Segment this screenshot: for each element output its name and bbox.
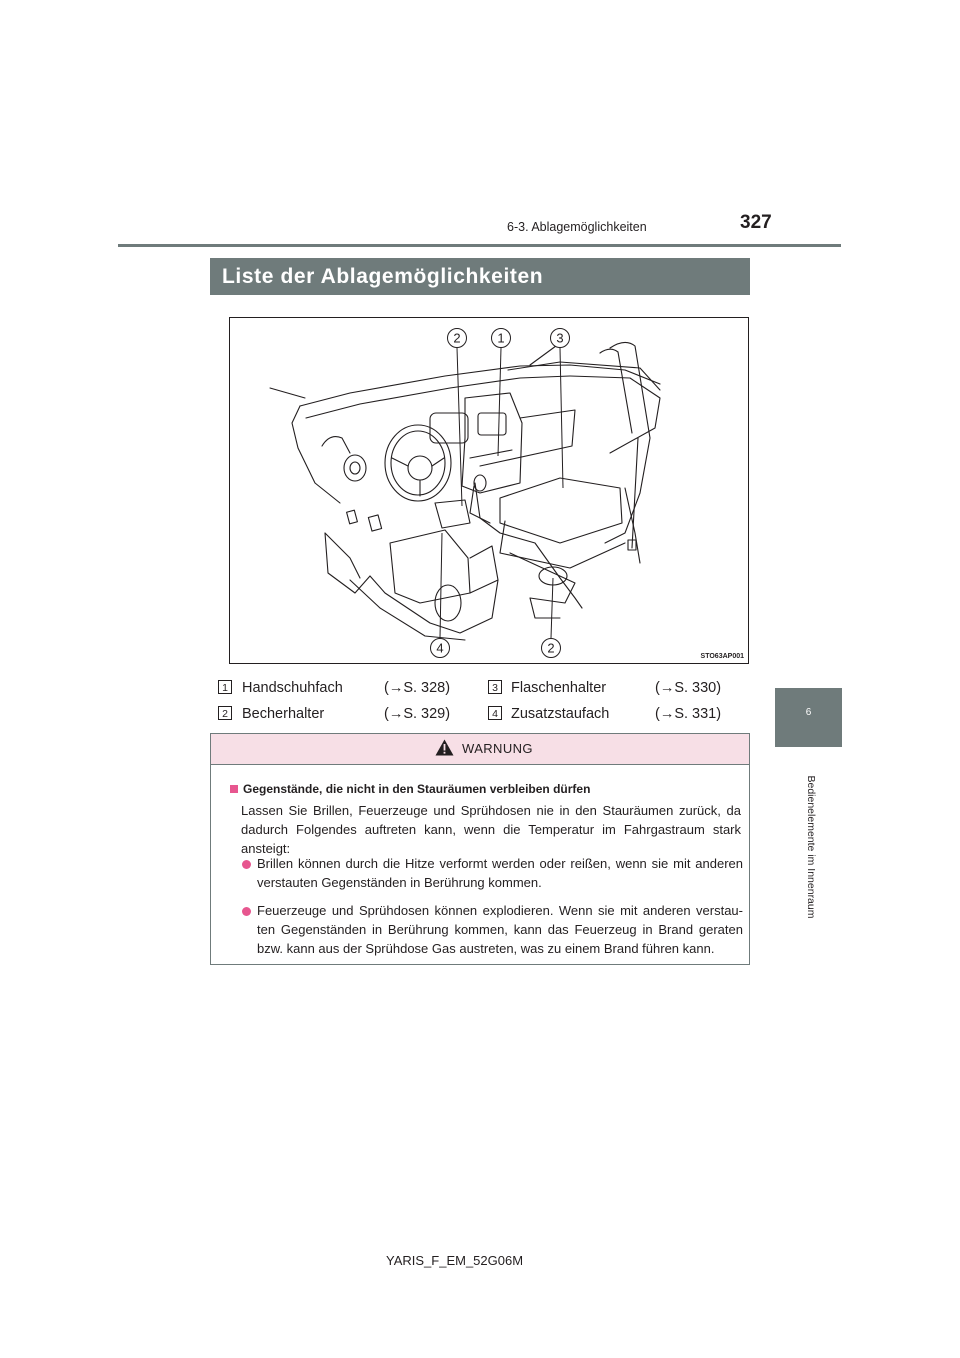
warning-triangle-icon [435, 739, 454, 756]
legend-ref[interactable]: (→S. 330) [655, 680, 722, 696]
interior-illustration [229, 317, 749, 664]
callout-label: 1 [497, 330, 505, 346]
callout-label: 3 [556, 330, 564, 346]
chapter-tab[interactable]: 6 [775, 688, 842, 747]
legend-number: 2 [218, 706, 232, 720]
document-code: YARIS_F_EM_52G06M [386, 1253, 524, 1268]
callout-2-top [448, 329, 467, 348]
legend-number: 4 [488, 706, 502, 720]
warning-box [210, 733, 750, 965]
bullet-dot-icon [242, 907, 251, 916]
square-bullet-icon [230, 785, 238, 793]
page-title: Liste der Ablagemöglichkeiten [210, 258, 750, 295]
chapter-label: Bedienelemente im Innenraum [805, 775, 817, 919]
callout-2-bottom [542, 639, 561, 658]
warning-intro: Lassen Sie Brillen, Feuerzeuge und Sprühdosen nie in den Stauräumen zurück, da dadurch Folgendes auftreten kann, wenn die Temperatur im Fahrgastraum stark ansteigt: [241, 803, 741, 856]
legend-ref[interactable]: (→S. 329) [384, 706, 451, 722]
legend-name: Flaschenhalter [511, 680, 607, 696]
legend-ref[interactable]: (→S. 331) [655, 706, 722, 722]
callout-3 [551, 329, 570, 348]
legend-number: 3 [488, 680, 502, 694]
page-number: 327 [740, 212, 772, 233]
callout-markers [230, 318, 748, 663]
warning-bullet: Brillen können durch die Hitze verformt werden oder reißen, wenn sie mit anderen verstauten Gegenständen in Berührung kommen. [257, 856, 743, 890]
legend-item-2 [218, 703, 232, 723]
callout-label: 4 [436, 640, 444, 656]
legend-item-1 [218, 677, 232, 697]
warning-heading [230, 782, 590, 796]
running-header-section: 6-3. Ablagemöglichkeiten [507, 220, 647, 234]
legend-ref[interactable]: (→S. 328) [384, 680, 451, 696]
legend-item-4 [488, 703, 502, 723]
header-divider [118, 244, 841, 247]
warning-bullet: Feuerzeuge und Sprühdosen können explodieren. Wenn sie mit anderen verstau-ten Gegenständen in Berührung kommen, kann das Feuerzeug in Brand geraten bzw. kann aus der Sprühdose Gas austreten, was zu einem Brand führen kann. [257, 903, 743, 956]
bullet-dot-icon [242, 860, 251, 869]
callout-label: 2 [547, 640, 555, 656]
warning-title: WARNUNG [462, 741, 533, 756]
callout-1 [492, 329, 511, 348]
callout-label: 2 [453, 330, 461, 346]
legend-item-3 [488, 677, 502, 697]
legend-number: 1 [218, 680, 232, 694]
legend-name: Zusatzstaufach [511, 706, 610, 722]
legend-name: Becherhalter [242, 706, 325, 722]
warning-header [211, 734, 749, 765]
callout-4 [431, 639, 450, 658]
figure-code: STO63AP001 [700, 653, 744, 660]
warning-heading-text: Gegenstände, die nicht in den Stauräumen verbleiben dürfen [243, 782, 591, 796]
legend-name: Handschuhfach [242, 680, 343, 696]
